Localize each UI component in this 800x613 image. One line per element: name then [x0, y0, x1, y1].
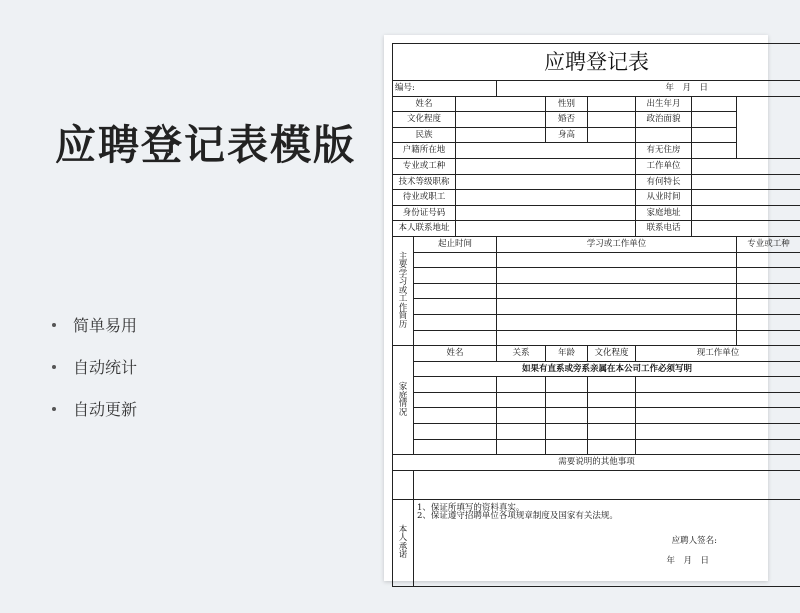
field-label: 身份证号码: [393, 205, 456, 221]
field-label: 性别: [546, 96, 588, 112]
table-row: [393, 299, 800, 315]
feature-list: [52, 312, 137, 438]
field-label: 从业时间: [636, 190, 692, 206]
column-header: 学习或工作单位: [497, 236, 737, 252]
family-section-label: 家 庭 情 况: [393, 346, 414, 455]
field-value[interactable]: [456, 127, 546, 143]
page-title: 应聘登记表模版: [55, 121, 356, 169]
field-value[interactable]: [692, 127, 737, 143]
table-row: [393, 252, 800, 268]
column-header: 姓名: [414, 346, 497, 362]
pledge-item: 2、保证遵守招聘单位各项规章制度及国家有关法规。: [417, 511, 618, 522]
pledge-item: 1、保证所填写的资料真实。: [417, 502, 525, 513]
column-header: 年龄: [546, 346, 588, 362]
table-row: [393, 377, 800, 393]
pledge-date: 年 月 日: [666, 556, 710, 567]
field-value[interactable]: [692, 96, 737, 112]
bullet-icon: [52, 323, 56, 327]
feature-item: 自动更新: [52, 396, 137, 438]
other-notes-field[interactable]: [414, 470, 800, 499]
field-value[interactable]: [692, 112, 737, 128]
family-note: 如果有直系或旁系亲属在本公司工作必须写明: [414, 361, 800, 377]
column-header: 文化程度: [588, 346, 636, 362]
field-value[interactable]: [636, 127, 692, 143]
feature-item: 自动统计: [52, 354, 137, 396]
form-preview: [384, 35, 790, 581]
other-notes-header: 需要说明的其他事项: [393, 455, 800, 471]
field-value[interactable]: [588, 127, 636, 143]
field-value[interactable]: [692, 205, 800, 221]
field-value[interactable]: [456, 174, 636, 190]
field-value[interactable]: [588, 96, 636, 112]
field-label: 民族: [393, 127, 456, 143]
field-value[interactable]: [692, 143, 737, 159]
feature-item: 简单易用: [52, 312, 137, 354]
column-header: 起止时间: [414, 236, 497, 252]
field-label: 技术等级职称: [393, 174, 456, 190]
field-label: 姓名: [393, 96, 456, 112]
field-label: 政治面貌: [636, 112, 692, 128]
field-value[interactable]: [456, 143, 636, 159]
column-header: 现工作单位: [636, 346, 800, 362]
table-row: [393, 330, 800, 346]
column-header: 专业或工种: [737, 236, 800, 252]
number-label: 编号:: [393, 81, 497, 97]
field-value[interactable]: [456, 96, 546, 112]
resume-section-label: 主 要 学 习 或 工 作 简 历: [393, 236, 414, 345]
field-value[interactable]: [456, 205, 636, 221]
table-row: [393, 314, 800, 330]
table-row: [393, 424, 800, 440]
table-row: [393, 283, 800, 299]
field-label: 联系电话: [636, 221, 692, 237]
field-value[interactable]: [692, 190, 800, 206]
field-value[interactable]: [456, 221, 636, 237]
table-row: [393, 392, 800, 408]
signature-label: 应聘人签名:: [671, 535, 718, 546]
field-label: 有无住房: [636, 143, 692, 159]
field-value[interactable]: [456, 190, 636, 206]
table-row: [393, 439, 800, 455]
field-value[interactable]: [588, 112, 636, 128]
table-row: [393, 268, 800, 284]
field-value[interactable]: [692, 221, 800, 237]
field-value[interactable]: [456, 158, 636, 174]
field-label: 有何特长: [636, 174, 692, 190]
registration-form: [392, 43, 800, 587]
form-date-label: 年 月 日: [497, 81, 800, 97]
bullet-icon: [52, 407, 56, 411]
bullet-icon: [52, 365, 56, 369]
field-label: 身高: [546, 127, 588, 143]
field-label: 家庭地址: [636, 205, 692, 221]
field-value[interactable]: [456, 112, 546, 128]
field-label: 出生年月: [636, 96, 692, 112]
photo-box: [737, 96, 800, 158]
field-value[interactable]: [692, 158, 800, 174]
table-row: [393, 408, 800, 424]
column-header: 关系: [497, 346, 546, 362]
field-label: 本人联系地址: [393, 221, 456, 237]
field-label: 婚否: [546, 112, 588, 128]
field-label: 待业或职工: [393, 190, 456, 206]
field-value[interactable]: [692, 174, 800, 190]
field-label: 工作单位: [636, 158, 692, 174]
form-title: 应聘登记表: [393, 44, 800, 81]
field-label: 户籍所在地: [393, 143, 456, 159]
field-label: 文化程度: [393, 112, 456, 128]
pledge-section-label: 本 人 承 诺: [393, 499, 414, 586]
pledge-content: [414, 499, 800, 586]
field-label: 专业或工种: [393, 158, 456, 174]
